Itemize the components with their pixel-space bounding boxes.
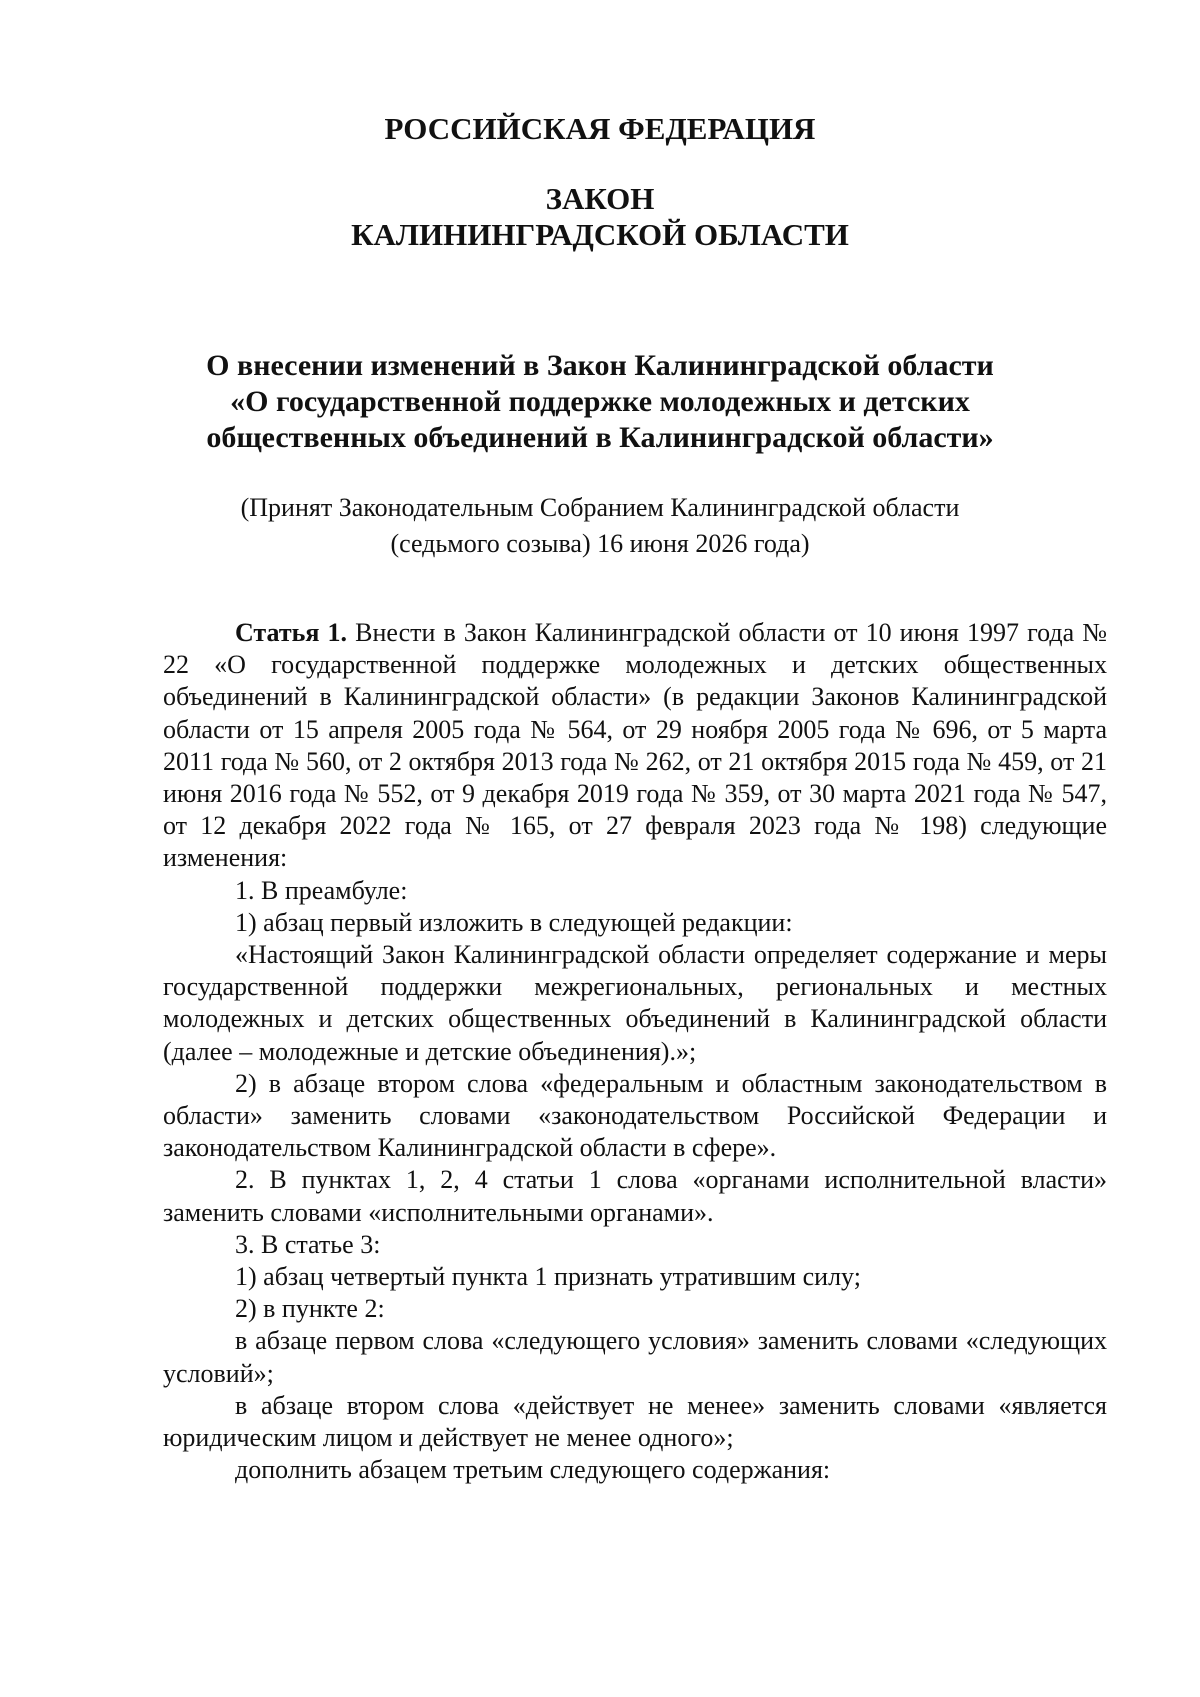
document-header <box>0 111 1200 147</box>
paragraph-point-3: 3. В статье 3: <box>235 1229 381 1259</box>
law-title-line-2: «О государственной поддержке молодежных и детских <box>230 385 970 418</box>
article-1-intro-paragraph <box>163 617 1107 875</box>
adoption-note <box>0 490 1200 562</box>
paragraph-second-abzac: в абзаце втором слова «действует не менее» заменить словами «является юридическим лицом и действует не менее одного»; <box>163 1390 1107 1453</box>
law-title-block <box>0 348 1200 456</box>
paragraph-point-3-item-1: 1) абзац четвертый пункта 1 признать утратившим силу; <box>235 1262 861 1292</box>
paragraph-add-third-abzac: дополнить абзацем третьим следующего содержания: <box>235 1455 831 1485</box>
article-1-intro-text: Внести в Закон Калининградской области от 10 июня 1997 года № 22 «О государственной поддержке молодежных и детских общественных объединений в Калининградской области» (в редакции Законов Калининградской области от 15 апреля 2005 года № 564, от 29 ноября 2005 года № 696, от 5 марта 2011 года № 560, от 2 октября 2013 года № 262, от 21 октября 2015 года № 459, от 21 июня 2016 года № 552, от 9 декабря 2019 года № 359, от 30 марта 2021 года № 547, от 12 декабря 2022 года № 165, от 27 февраля 2023 года № 198) следующие изменения: <box>163 618 1108 873</box>
paragraph-point-3-item-2: 2) в пункте 2: <box>235 1294 385 1324</box>
law-title-line-3: общественных объединений в Калининградской области» <box>206 421 994 454</box>
paragraph-preamble-item-1: 1) абзац первый изложить в следующей редакции: <box>235 907 793 937</box>
paragraph-preamble: 1. В преамбуле: <box>235 875 408 905</box>
adoption-note-line-1: (Принят Законодательным Собранием Калининградской области <box>240 493 960 522</box>
paragraph-first-abzac: в абзаце первом слова «следующего условия» заменить словами «следующих условий»; <box>163 1326 1107 1388</box>
law-heading-block <box>0 181 1200 253</box>
country-heading: РОССИЙСКАЯ ФЕДЕРАЦИЯ <box>384 111 816 146</box>
law-title-line-1: О внесении изменений в Закон Калининградской области <box>206 349 994 382</box>
law-heading: ЗАКОН <box>545 181 655 216</box>
paragraph-preamble-quote: «Настоящий Закон Калининградской области определяет содержание и меры государственной поддержки межрегиональных, региональных и местных молодежных и детских общественных объединений в Калининградской области (далее – молодежные и детские объединения).»; <box>163 940 1107 1066</box>
article-1-label: Статья 1. <box>235 618 348 647</box>
article-1-body <box>163 617 1107 1486</box>
paragraph-point-2: 2. В пунктах 1, 2, 4 статьи 1 слова «органами исполнительной власти» заменить словами «исполнительными органами». <box>163 1165 1107 1227</box>
paragraph-preamble-item-2: 2) в абзаце втором слова «федеральным и областным законодательством в области» заменить словами «законодательством Российской Федерации и законодательством Калининградской области в сфере». <box>163 1068 1107 1163</box>
adoption-note-line-2: (седьмого созыва) 16 июня 2026 года) <box>390 529 810 558</box>
region-heading: КАЛИНИНГРАДСКОЙ ОБЛАСТИ <box>351 217 849 252</box>
